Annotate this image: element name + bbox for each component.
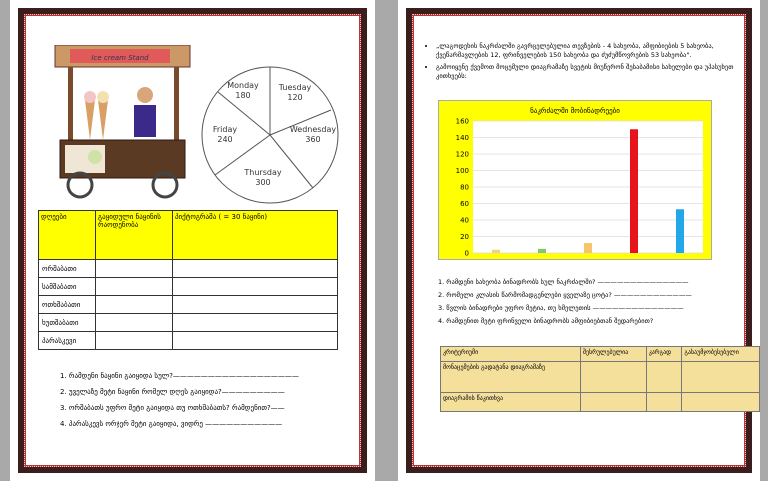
stall-sign-text: Ice cream Stand (91, 54, 149, 62)
table-row (39, 260, 338, 278)
table-cell-day: სამშაბათი (39, 278, 96, 296)
table-row (39, 278, 338, 296)
question-4: 4. რამდენით მეტი ფრინველი ბინადრობს ამფიბიებთან შედარებით? (438, 317, 654, 325)
rubric-criterion: მონაცემების გადატანა დიაგრამაზე (441, 362, 581, 393)
table-header-pictogram: პიქტოგრამა ( = 30 ნაყინი) (173, 211, 338, 260)
chart-y-tick-label: 120 (455, 150, 469, 159)
table-cell-count[interactable] (96, 332, 173, 350)
table-cell-count[interactable] (96, 314, 173, 332)
chart-y-tick-label: 0 (464, 249, 469, 258)
table-row (39, 332, 338, 350)
chart-title: ნაკრძალში მობინადრეები (530, 107, 620, 115)
right-questions-list (438, 278, 692, 330)
pie-label-monday: Monday (227, 81, 259, 90)
question-3: 3. წვლის ბინადრები უფრო მეტია, თუ ხმელეთის —————————————— (438, 304, 684, 312)
reserve-bar-chart (438, 100, 712, 260)
chart-y-tick-label: 20 (460, 233, 469, 241)
table-cell-pictogram[interactable] (173, 278, 338, 296)
pie-label-friday: Friday (212, 125, 238, 134)
chart-y-tick-label: 60 (460, 200, 469, 208)
chart-y-tick-label: 140 (455, 134, 469, 142)
rubric-cell[interactable] (682, 362, 760, 393)
rubric-cell[interactable] (580, 393, 646, 412)
chart-bar (676, 209, 684, 253)
left-page (10, 0, 375, 481)
table-row (441, 393, 760, 412)
rubric-header: გასაუმჯობესებელი (682, 347, 760, 362)
intro-bullets (426, 42, 736, 84)
chart-y-tick-label: 40 (460, 216, 469, 225)
chart-y-tick-label: 80 (460, 183, 469, 192)
rubric-header: კარგად (646, 347, 682, 362)
table-cell-count[interactable] (96, 260, 173, 278)
rubric-cell[interactable] (646, 393, 682, 412)
question-1: 1. რამდენი სახეობა ბინადრობს სულ ნაკრძალში? —————————————— (438, 278, 689, 286)
table-cell-pictogram[interactable] (173, 332, 338, 350)
pie-label-tuesday: Tuesday (278, 83, 312, 92)
sales-pie-chart (195, 60, 345, 210)
table-cell-day: პარასკევი (39, 332, 96, 350)
pie-value-tuesday: 120 (287, 93, 303, 102)
question-2: 2. რომელი კლასის წარმომადგენლები ყველაზე ცოტა? ———————————— (438, 291, 692, 299)
table-header-days: დღეები (39, 211, 96, 260)
pie-value-monday: 180 (235, 91, 251, 100)
chart-bar (492, 250, 500, 253)
chart-y-tick-label: 160 (455, 117, 469, 126)
assessment-rubric-table (440, 346, 760, 412)
table-cell-pictogram[interactable] (173, 296, 338, 314)
chart-bar (538, 249, 546, 253)
bullet-item: • „ლაგოდეხის ნაკრძალში გავრცელებულია თევზების - 4 სახეობა, ამფიბიების 5 სახეობა, ქვეწარმავლების 12, ფრინველების 150 სახეობა და ძუძუმწოვრების 53 სახეობა". (436, 42, 736, 60)
pie-value-thursday: 300 (255, 178, 271, 187)
pie-value-wednesday: 360 (305, 135, 321, 144)
rubric-criterion: დიაგრამის წაკითხვა (441, 393, 581, 412)
rubric-cell[interactable] (646, 362, 682, 393)
rubric-cell[interactable] (682, 393, 760, 412)
table-row (39, 296, 338, 314)
table-cell-count[interactable] (96, 296, 173, 314)
question-3: 3. ორშაბათს უფრო მეტი გაიყიდა თუ ოთხშაბათს? რამდენით?—— (60, 404, 285, 412)
table-cell-day: ოთხშაბათი (39, 296, 96, 314)
question-2: 2. უველაზე მეტი ნაყინი რომელ დღეს გაიყიდა?————————— (60, 388, 285, 396)
question-1: 1. რამდენი ნაყინი გაიყიდა სულ?—————————————————— (60, 372, 299, 380)
left-questions-list (60, 372, 299, 436)
bullet-item: • გამოიყენე ქვემოთ მოცემული დიაგრამაზე სვეტის მიუწერონ შესაბამისი სახელები და უპასუხეთ კითხვებს: (436, 63, 736, 81)
table-cell-count[interactable] (96, 278, 173, 296)
pie-value-friday: 240 (217, 135, 233, 144)
rubric-header: შესრულებულია (580, 347, 646, 362)
table-cell-day: ხუთშაბათი (39, 314, 96, 332)
table-cell-pictogram[interactable] (173, 314, 338, 332)
sales-table (38, 210, 338, 350)
rubric-cell[interactable] (580, 362, 646, 393)
table-header-count: გაყიდული ნაყინის რაოდენობა (96, 211, 173, 260)
pie-label-wednesday: Wednesday (289, 125, 337, 134)
pie-label-thursday: Thursday (244, 168, 282, 177)
rubric-header: კრიტერიუმი (441, 347, 581, 362)
right-page (398, 0, 760, 481)
chart-y-tick-label: 100 (455, 167, 469, 175)
question-4: 4. პარასკევს ორჯერ მეტი გაიყიდა, ვიდრე ——————————— (60, 420, 283, 428)
table-row (39, 314, 338, 332)
table-row (441, 362, 760, 393)
chart-bar (630, 129, 638, 253)
chart-bar (584, 243, 592, 253)
table-cell-day: ორშაბათი (39, 260, 96, 278)
table-cell-pictogram[interactable] (173, 260, 338, 278)
ice-cream-stall-illustration (50, 45, 195, 200)
